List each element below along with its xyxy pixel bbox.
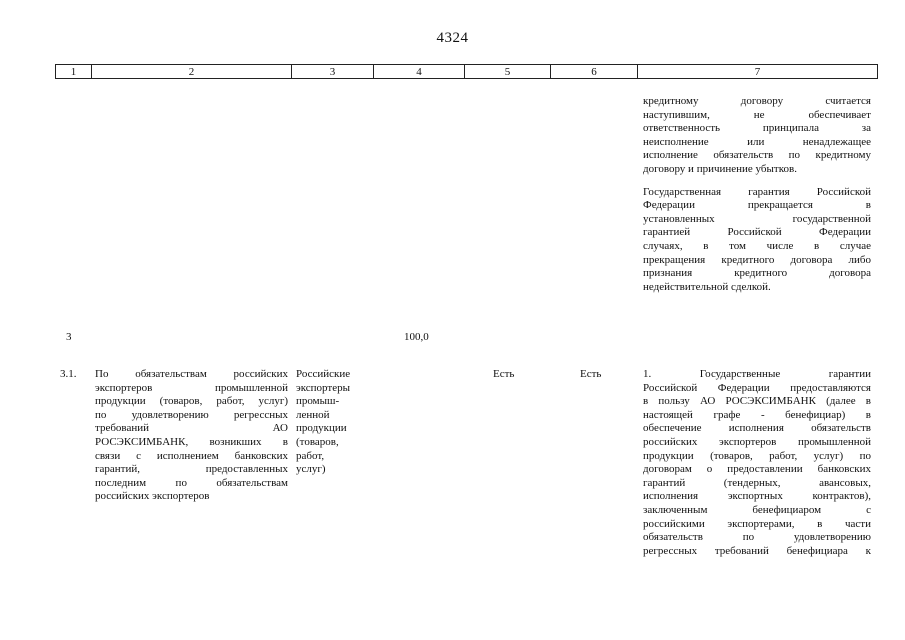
text-line: продукции (товаров, работ, услуг) по [643, 449, 871, 462]
text-line: договору и причинение убытков. [643, 162, 797, 175]
text-line: недействительной сделкой. [643, 280, 771, 293]
principal-category-text [296, 368, 364, 477]
text-line: гарантий, предоставленных [95, 463, 288, 476]
column-header-3: 3 [292, 65, 374, 79]
text-line: ленной [296, 408, 330, 421]
text-line: установленных государственной [643, 212, 871, 225]
guarantee-purpose-text [95, 368, 288, 504]
text-line: работ, [296, 449, 325, 462]
guarantee-conditions-text [643, 368, 871, 558]
row-number: 3.1. [60, 368, 77, 380]
page-number: 4324 [436, 30, 469, 46]
text-line: (товаров, [296, 435, 339, 448]
text-line: последним по обязательствам [95, 476, 288, 489]
text-line: регрессных требований бенефициара к [643, 544, 871, 557]
text-line: исполнения экспортных контрактов), [643, 490, 871, 503]
text-line: Государственная гарантия Российской [643, 185, 871, 198]
text-line: заключенным бенефициаром с [643, 503, 871, 516]
text-line: связи с исполнением банковских [95, 449, 288, 462]
text-line: кредитному договору считается [643, 95, 871, 107]
column-header-4: 4 [374, 65, 465, 79]
column-header-5: 5 [465, 65, 551, 79]
text-line: договорам о предоставлении банковских [643, 463, 871, 476]
text-line: требований АО [95, 422, 288, 435]
text-line: в пользу АО РОСЭКСИМБАНК (далее в [643, 395, 871, 408]
text-line: экспортеры [296, 381, 350, 394]
column-header-1: 1 [56, 65, 92, 79]
column-header-7: 7 [638, 65, 878, 79]
text-line: российских экспортеров [95, 490, 210, 503]
column-number-header [55, 64, 878, 79]
section-total-amount: 100,0 [404, 331, 429, 343]
text-line: промыш- [296, 395, 340, 408]
text-line: 1. Государственные гарантии [643, 368, 871, 380]
text-line: Российской Федерации предоставляются [643, 381, 871, 394]
continuation-conditions-text [643, 95, 871, 294]
text-line: гарантией Российской Федерации [643, 226, 871, 239]
text-line: неисполнение или ненадлежащее [643, 135, 871, 148]
text-line: по удовлетворению регрессных [95, 408, 288, 421]
text-line: продукции [296, 422, 347, 435]
text-line: прекращения кредитного договора либо [643, 253, 871, 266]
text-line: услуг) [296, 463, 326, 476]
text-line: Федерации прекращается в [643, 199, 871, 212]
text-line: настоящей графе - бенефициар) в [643, 408, 871, 421]
text-line: гарантий (тендерных, авансовых, [643, 476, 871, 489]
text-line: наступившим, не обеспечивает [643, 108, 871, 121]
text-line: обязательств по удовлетворению [643, 531, 871, 544]
section-number: 3 [66, 331, 72, 343]
text-line: По обязательствам российских [95, 368, 288, 380]
text-line: случаях, в том числе в случае [643, 239, 871, 252]
collateral-check-value: Есть [580, 368, 602, 380]
text-line: продукции (товаров, работ, услуг) [95, 395, 288, 408]
text-line: обеспечение исполнения обязательств [643, 422, 871, 435]
text-line: российских экспортеров промышленной [643, 435, 871, 448]
recourse-right-value: Есть [493, 368, 515, 380]
column-header-2: 2 [92, 65, 292, 79]
text-line: Российские [296, 368, 351, 380]
text-line: российскими экспортерами, в части [643, 517, 871, 530]
text-line: экспортеров промышленной [95, 381, 288, 394]
text-line: РОСЭКСИМБАНК, возникших в [95, 435, 288, 448]
text-line: исполнение обязательств по кредитному [643, 149, 871, 162]
text-line: признания кредитного договора [643, 267, 871, 280]
text-line: ответственность принципала за [643, 122, 871, 135]
column-header-6: 6 [551, 65, 638, 79]
